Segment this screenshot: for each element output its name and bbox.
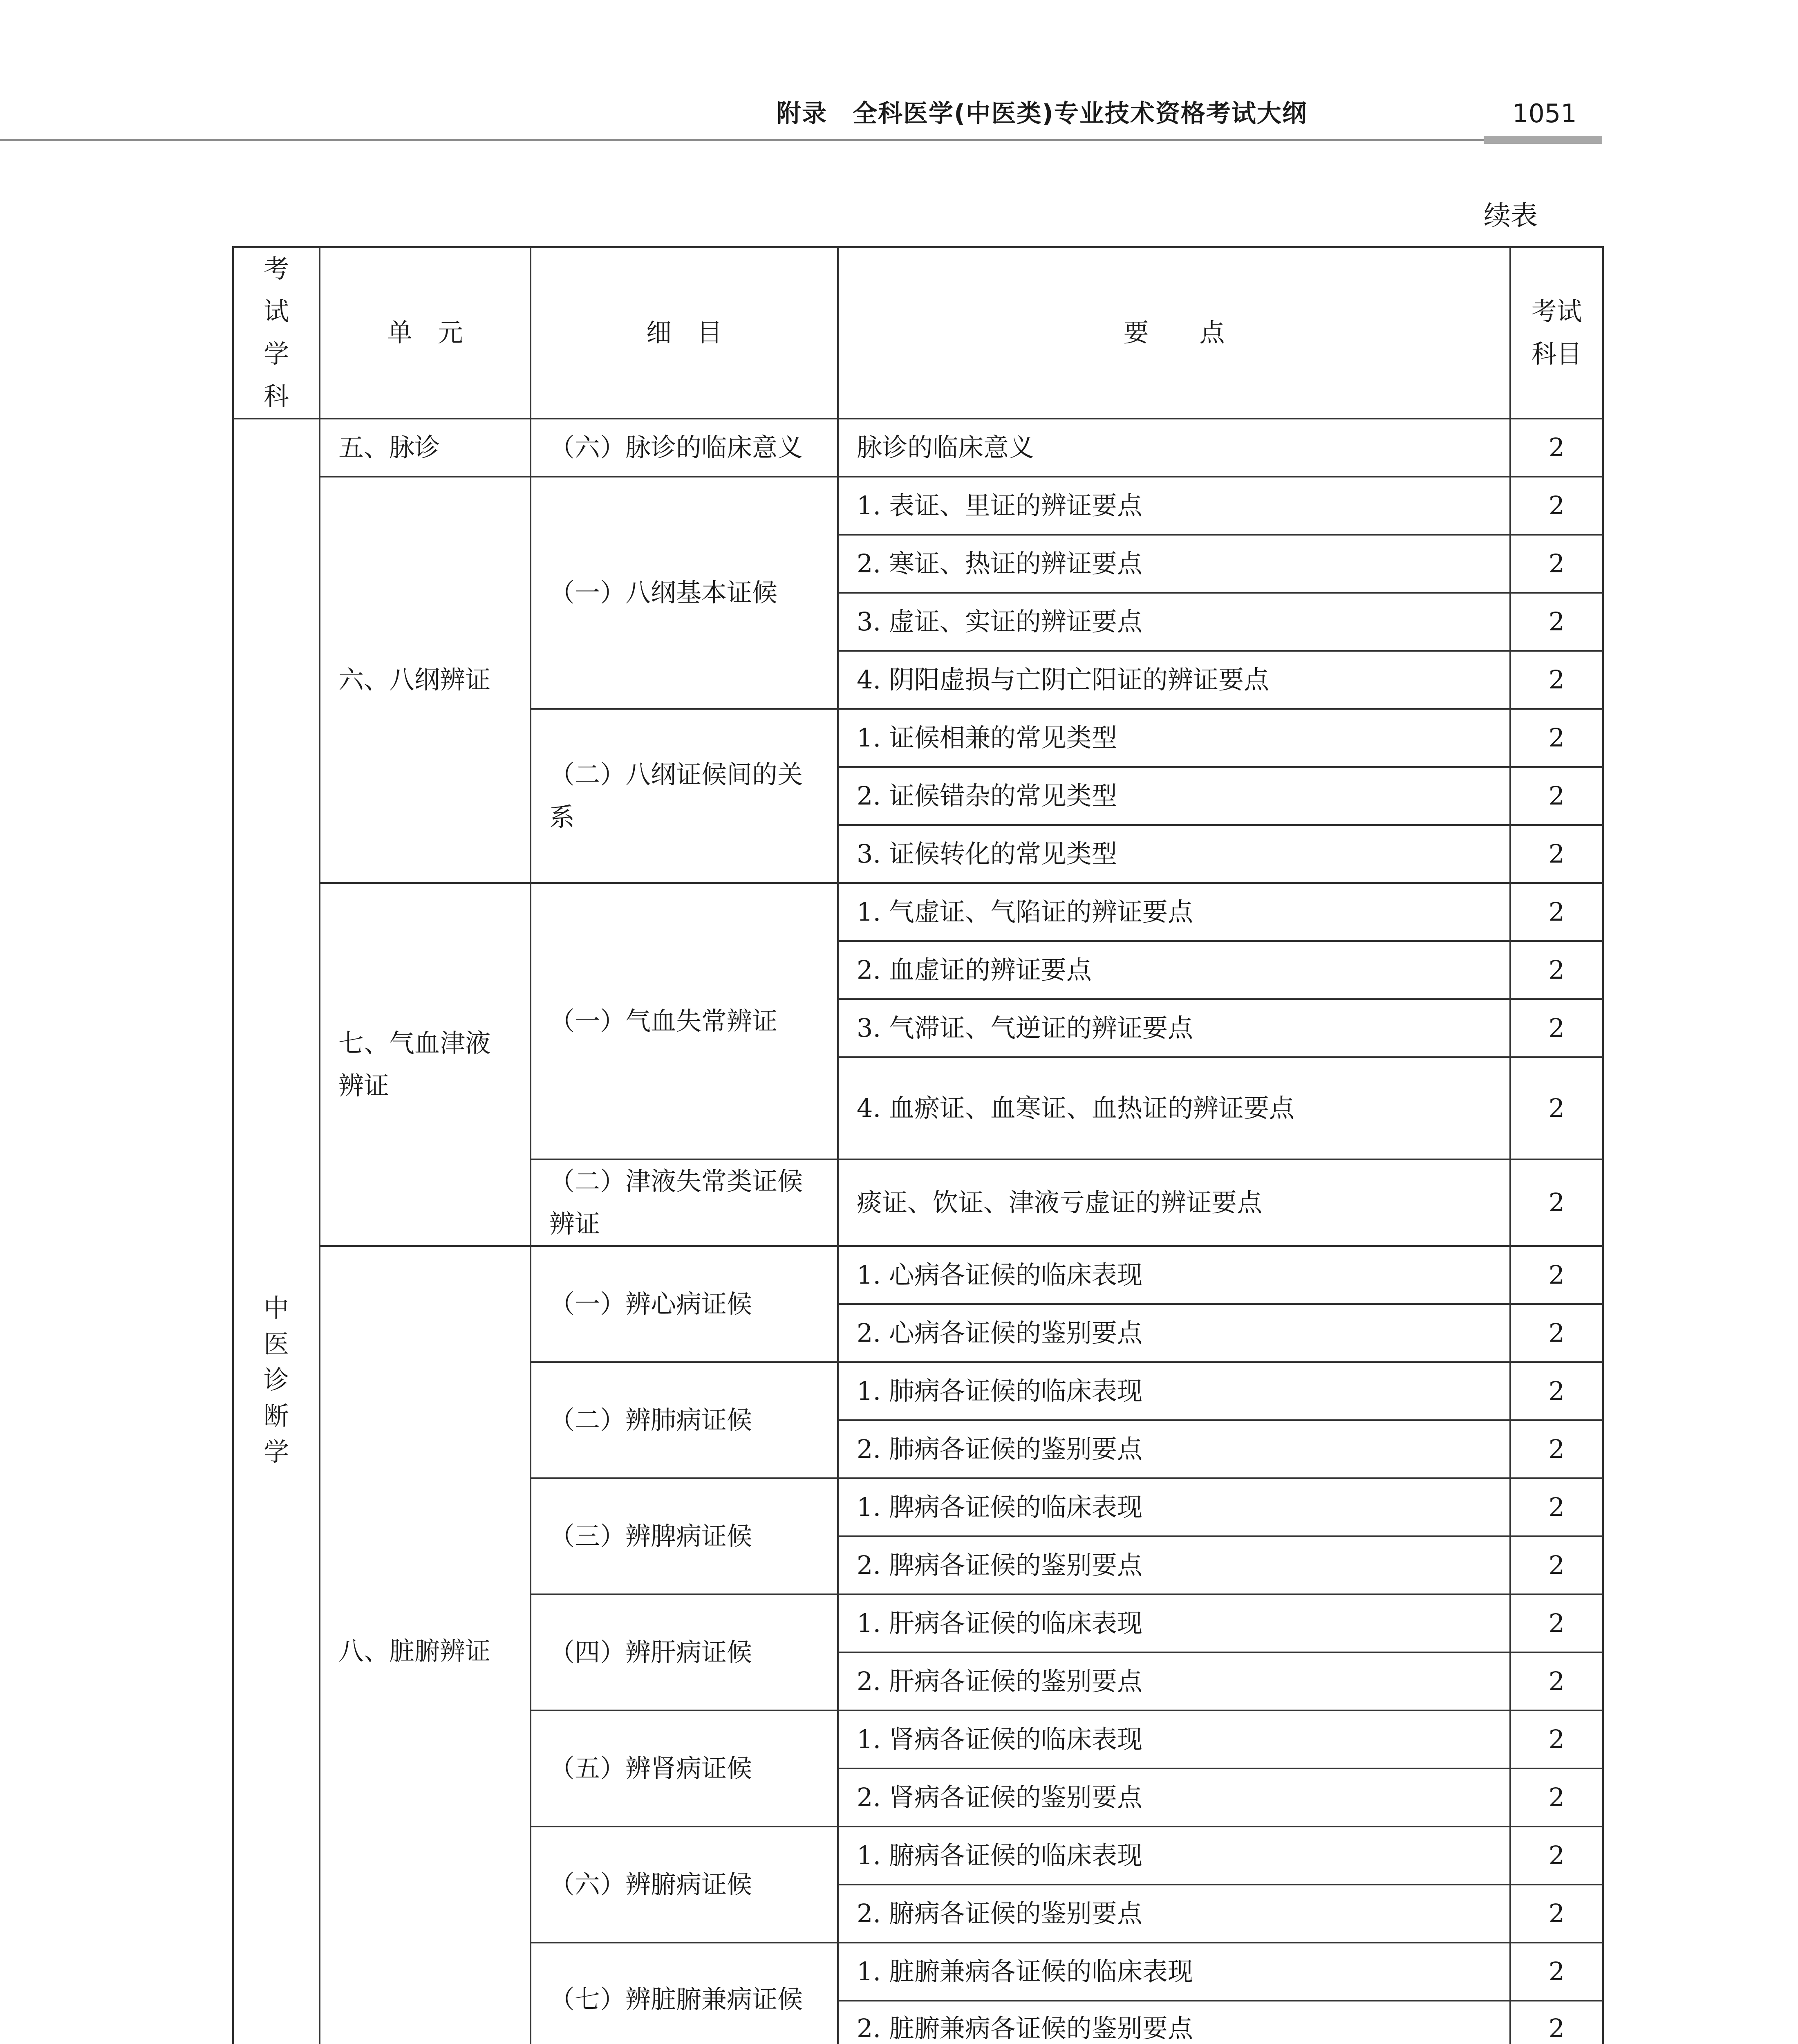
- point-cell: 2. 脾病各证候的鉴别要点: [838, 1536, 1510, 1594]
- unit-cell: 八、脏腑辨证: [320, 1246, 531, 2044]
- subject-label: 中 医 诊 断 学: [263, 1293, 289, 1467]
- item-cell: （三）辨脾病证候: [531, 1478, 838, 1594]
- point-cell: 1. 肺病各证候的临床表现: [838, 1362, 1510, 1420]
- header-point: 要 点: [838, 247, 1510, 419]
- item-cell: （一）辨心病证候: [531, 1246, 838, 1362]
- item-cell: （二）辨肺病证候: [531, 1362, 838, 1478]
- point-cell: 2. 寒证、热证的辨证要点: [838, 535, 1510, 593]
- level-cell: 2: [1510, 535, 1603, 593]
- unit-cell: 五、脉诊: [320, 419, 531, 477]
- point-cell: 1. 腑病各证候的临床表现: [838, 1827, 1510, 1885]
- item-cell: （一）气血失常辨证: [531, 883, 838, 1159]
- item-cell: （七）辨脏腑兼病证候: [531, 1943, 838, 2044]
- point-cell: 2. 证候错杂的常见类型: [838, 767, 1510, 825]
- level-cell: 2: [1510, 1652, 1603, 1710]
- level-cell: 2: [1510, 1057, 1603, 1159]
- level-cell: 2: [1510, 999, 1603, 1057]
- level-cell: 2: [1510, 1827, 1603, 1885]
- syllabus-table: [232, 246, 1604, 2044]
- continued-label: 续表: [1484, 200, 1538, 231]
- point-cell: 2. 心病各证候的鉴别要点: [838, 1304, 1510, 1362]
- level-cell: 2: [1510, 2001, 1603, 2044]
- point-cell: 4. 阴阳虚损与亡阴亡阳证的辨证要点: [838, 651, 1510, 709]
- table-row: [233, 883, 1603, 941]
- level-cell: 2: [1510, 1304, 1603, 1362]
- point-cell: 1. 脾病各证候的临床表现: [838, 1478, 1510, 1536]
- point-cell: 1. 肾病各证候的临床表现: [838, 1710, 1510, 1768]
- point-cell: 3. 证候转化的常见类型: [838, 825, 1510, 883]
- running-header-title: 附录 全科医学(中医类)专业技术资格考试大纲: [777, 99, 1308, 128]
- subject-cell: [233, 419, 320, 2044]
- level-cell: 2: [1510, 825, 1603, 883]
- point-cell: 1. 表证、里证的辨证要点: [838, 477, 1510, 535]
- level-cell: 2: [1510, 1594, 1603, 1652]
- header-subject: 考试 学科: [233, 247, 320, 419]
- point-cell: 1. 证候相兼的常见类型: [838, 709, 1510, 767]
- item-cell: （二）八纲证候间的关系: [531, 709, 838, 883]
- point-cell: 脉诊的临床意义: [838, 419, 1510, 477]
- level-cell: 2: [1510, 1478, 1603, 1536]
- point-cell: 2. 血虚证的辨证要点: [838, 941, 1510, 999]
- item-cell: （五）辨肾病证候: [531, 1710, 838, 1827]
- level-cell: 2: [1510, 1159, 1603, 1246]
- level-cell: 2: [1510, 1420, 1603, 1478]
- item-cell: （一）八纲基本证候: [531, 477, 838, 709]
- level-cell: 2: [1510, 1710, 1603, 1768]
- level-cell: 2: [1510, 1362, 1603, 1420]
- header-unit: 单 元: [320, 247, 531, 419]
- point-cell: 3. 虚证、实证的辨证要点: [838, 593, 1510, 651]
- table-row: [233, 477, 1603, 535]
- point-cell: 2. 腑病各证候的鉴别要点: [838, 1885, 1510, 1943]
- level-cell: 2: [1510, 1885, 1603, 1943]
- header-item: 细 目: [531, 247, 838, 419]
- point-cell: 痰证、饮证、津液亏虚证的辨证要点: [838, 1159, 1510, 1246]
- point-cell: 3. 气滞证、气逆证的辨证要点: [838, 999, 1510, 1057]
- level-cell: 2: [1510, 1536, 1603, 1594]
- page-number: 1051: [1512, 99, 1577, 128]
- level-cell: 2: [1510, 883, 1603, 941]
- point-cell: 2. 肺病各证候的鉴别要点: [838, 1420, 1510, 1478]
- point-cell: 1. 肝病各证候的临床表现: [838, 1594, 1510, 1652]
- item-cell: （六）脉诊的临床意义: [531, 419, 838, 477]
- point-cell: 2. 脏腑兼病各证候的鉴别要点: [838, 2001, 1510, 2044]
- level-cell: 2: [1510, 1768, 1603, 1827]
- level-cell: 2: [1510, 709, 1603, 767]
- table-row: [233, 419, 1603, 477]
- header-rule: [0, 139, 1602, 141]
- point-cell: 2. 肾病各证候的鉴别要点: [838, 1768, 1510, 1827]
- level-cell: 2: [1510, 1943, 1603, 2001]
- level-cell: 2: [1510, 1246, 1603, 1304]
- item-cell: （四）辨肝病证候: [531, 1594, 838, 1710]
- level-cell: 2: [1510, 651, 1603, 709]
- table-row: [233, 1246, 1603, 1304]
- header-rule-accent: [1484, 136, 1602, 144]
- point-cell: 4. 血瘀证、血寒证、血热证的辨证要点: [838, 1057, 1510, 1159]
- table-header-row: [233, 247, 1603, 419]
- level-cell: 2: [1510, 767, 1603, 825]
- point-cell: 1. 心病各证候的临床表现: [838, 1246, 1510, 1304]
- unit-cell: 七、气血津液辨证: [320, 883, 531, 1246]
- unit-cell: 六、八纲辨证: [320, 477, 531, 883]
- point-cell: 1. 脏腑兼病各证候的临床表现: [838, 1943, 1510, 2001]
- level-cell: 2: [1510, 419, 1603, 477]
- level-cell: 2: [1510, 593, 1603, 651]
- syllabus-table-body: [233, 247, 1603, 2044]
- item-cell: （二）津液失常类证候辨证: [531, 1159, 838, 1246]
- level-cell: 2: [1510, 941, 1603, 999]
- item-cell: （六）辨腑病证候: [531, 1827, 838, 1943]
- header-level: 考试 科目: [1510, 247, 1603, 419]
- level-cell: 2: [1510, 477, 1603, 535]
- point-cell: 2. 肝病各证候的鉴别要点: [838, 1652, 1510, 1710]
- point-cell: 1. 气虚证、气陷证的辨证要点: [838, 883, 1510, 941]
